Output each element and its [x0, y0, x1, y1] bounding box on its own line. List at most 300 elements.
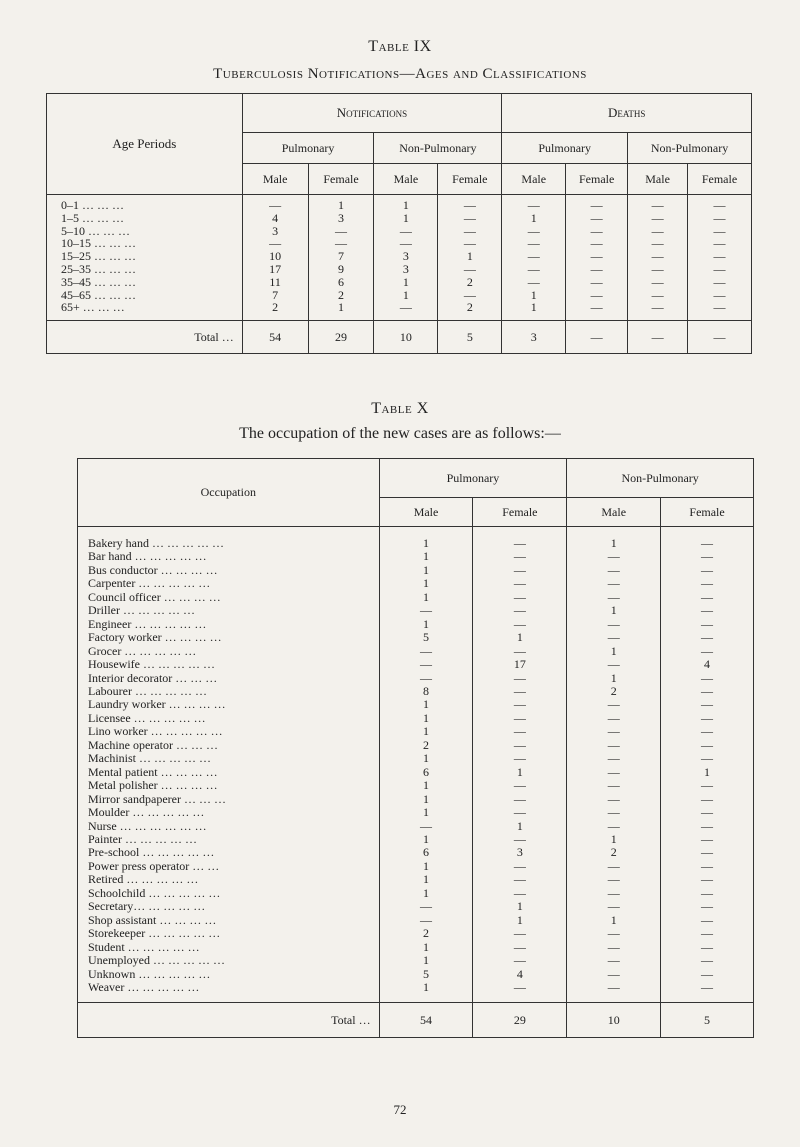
table-cell: —: [473, 954, 567, 967]
table-cell: —: [661, 968, 754, 981]
table-row: [78, 591, 754, 604]
table-cell: —: [473, 887, 567, 900]
table-cell: —: [567, 591, 661, 604]
table-cell: 4: [242, 212, 308, 225]
table-cell: 1: [379, 887, 473, 900]
table-row: [47, 301, 752, 320]
table-cell: —: [661, 941, 754, 954]
row-label: Power press operator … …: [78, 860, 380, 873]
table-cell: —: [688, 276, 752, 289]
total-label: Total …: [47, 321, 243, 354]
table-cell: 1: [473, 631, 567, 644]
table-row: [78, 725, 754, 738]
table-cell: —: [473, 833, 567, 846]
table-cell: —: [688, 225, 752, 238]
deaths-pulmonary-header: Pulmonary: [502, 133, 628, 164]
row-label: Housewife … … … … …: [78, 658, 380, 671]
table-row: [78, 712, 754, 725]
notif-pulmonary-header: Pulmonary: [242, 133, 374, 164]
table-cell: —: [379, 645, 473, 658]
table-cell: —: [502, 237, 566, 250]
table-cell: —: [567, 739, 661, 752]
table-cell: 8: [379, 685, 473, 698]
table-cell: 7: [242, 289, 308, 302]
table-cell: 1: [379, 873, 473, 886]
table-cell: —: [473, 712, 567, 725]
table-x-subtitle: The occupation of the new cases are as follows:—: [239, 425, 561, 442]
table-row: [78, 645, 754, 658]
table-cell: 1: [567, 527, 661, 551]
table-cell: 1: [374, 212, 438, 225]
table-cell: —: [661, 820, 754, 833]
total-cell: 54: [379, 1003, 473, 1038]
table-cell: —: [661, 779, 754, 792]
table-cell: —: [473, 860, 567, 873]
table-cell: —: [628, 263, 688, 276]
table-cell: —: [473, 739, 567, 752]
table-cell: —: [661, 954, 754, 967]
table-cell: —: [661, 914, 754, 927]
table-row: [47, 212, 752, 225]
table-cell: 1: [567, 604, 661, 617]
table-cell: 5: [379, 631, 473, 644]
row-label: Painter … … … … …: [78, 833, 380, 846]
table-cell: —: [502, 195, 566, 212]
table-cell: —: [661, 645, 754, 658]
table-cell: —: [661, 577, 754, 590]
table-cell: —: [242, 237, 308, 250]
table-cell: —: [661, 712, 754, 725]
table-cell: —: [567, 631, 661, 644]
row-label: Storekeeper … … … … …: [78, 927, 380, 940]
total-row: [78, 1003, 754, 1038]
table-row: [78, 833, 754, 846]
table-cell: 1: [308, 195, 374, 212]
row-label: 5–10 … … …: [47, 225, 243, 238]
table-cell: —: [567, 806, 661, 819]
table-cell: 17: [242, 263, 308, 276]
table-cell: —: [473, 793, 567, 806]
row-label: Machinist … … … … …: [78, 752, 380, 765]
table-row: [78, 631, 754, 644]
table-cell: —: [379, 658, 473, 671]
table-cell: —: [473, 604, 567, 617]
table-cell: 1: [567, 833, 661, 846]
table-cell: —: [628, 301, 688, 320]
total-label: Total …: [78, 1003, 380, 1038]
table-cell: 1: [473, 820, 567, 833]
table-cell: —: [661, 550, 754, 563]
table-cell: —: [566, 225, 628, 238]
table-cell: —: [379, 820, 473, 833]
table-cell: 2: [242, 301, 308, 320]
table-row: [78, 739, 754, 752]
table-cell: 1: [567, 672, 661, 685]
table-row: [78, 685, 754, 698]
row-label: Council officer … … … …: [78, 591, 380, 604]
table-cell: —: [473, 645, 567, 658]
table-cell: 1: [379, 833, 473, 846]
row-label: Moulder … … … … …: [78, 806, 380, 819]
table-cell: —: [628, 289, 688, 302]
table-cell: —: [661, 860, 754, 873]
table-cell: —: [661, 527, 754, 551]
table-cell: 2: [379, 739, 473, 752]
table-cell: —: [567, 927, 661, 940]
table-cell: —: [242, 195, 308, 212]
table-cell: —: [308, 237, 374, 250]
table-row: [47, 225, 752, 238]
table-cell: 1: [379, 954, 473, 967]
table-row: [78, 927, 754, 940]
table-row: [78, 604, 754, 617]
notifications-header: Notifications: [242, 94, 502, 133]
row-label: Grocer … … … … …: [78, 645, 380, 658]
row-label: Unknown … … … … …: [78, 968, 380, 981]
table-cell: —: [661, 846, 754, 859]
table-row: [78, 766, 754, 779]
table-cell: —: [567, 873, 661, 886]
table-cell: —: [567, 793, 661, 806]
row-label: Student … … … … …: [78, 941, 380, 954]
table-cell: —: [661, 618, 754, 631]
table-cell: —: [567, 712, 661, 725]
female-header: Female: [438, 164, 502, 195]
tuberculosis-notifications-table: [46, 93, 752, 354]
table-cell: 2: [567, 685, 661, 698]
table-cell: —: [688, 301, 752, 320]
table-cell: 1: [374, 195, 438, 212]
table-cell: 1: [379, 591, 473, 604]
row-label: Factory worker … … … …: [78, 631, 380, 644]
total-cell: 10: [567, 1003, 661, 1038]
table-cell: —: [473, 752, 567, 765]
table-cell: 1: [308, 301, 374, 320]
table-row: [78, 672, 754, 685]
table-cell: 1: [379, 698, 473, 711]
occupation-header: Occupation: [78, 459, 380, 527]
total-cell: —: [566, 321, 628, 354]
table-cell: —: [379, 604, 473, 617]
male-header: Male: [379, 498, 473, 527]
table-cell: —: [688, 250, 752, 263]
row-label: Shop assistant … … … …: [78, 914, 380, 927]
table-cell: —: [661, 873, 754, 886]
table-cell: 1: [379, 860, 473, 873]
row-label: 15–25 … … …: [47, 250, 243, 263]
table-cell: 1: [379, 981, 473, 1003]
table-cell: —: [473, 873, 567, 886]
table-cell: 3: [374, 250, 438, 263]
table-row: [78, 564, 754, 577]
table-cell: 9: [308, 263, 374, 276]
table-row: [78, 968, 754, 981]
table-row: [47, 250, 752, 263]
table-cell: 2: [438, 301, 502, 320]
total-cell: —: [628, 321, 688, 354]
table-cell: 1: [379, 527, 473, 551]
table-row: [78, 820, 754, 833]
row-label: Bus conductor … … … …: [78, 564, 380, 577]
row-label: Weaver … … … … …: [78, 981, 380, 1003]
table-cell: —: [661, 685, 754, 698]
table-cell: 1: [473, 914, 567, 927]
female-header: Female: [688, 164, 752, 195]
table-cell: —: [567, 900, 661, 913]
age-periods-header: Age Periods: [47, 94, 243, 195]
table-cell: —: [473, 564, 567, 577]
table-cell: 1: [379, 779, 473, 792]
table-row: [78, 752, 754, 765]
table-cell: —: [473, 779, 567, 792]
deaths-header: Deaths: [502, 94, 752, 133]
row-label: Bakery hand … … … … …: [78, 527, 380, 551]
table-cell: —: [661, 725, 754, 738]
table-cell: —: [473, 725, 567, 738]
table-cell: —: [567, 981, 661, 1003]
table-cell: 1: [374, 289, 438, 302]
table-cell: —: [566, 195, 628, 212]
table-row: [78, 779, 754, 792]
table-cell: —: [374, 301, 438, 320]
table-cell: —: [688, 195, 752, 212]
table-row: [47, 263, 752, 276]
table-cell: —: [661, 672, 754, 685]
table-row: [78, 954, 754, 967]
row-label: Bar hand … … … … …: [78, 550, 380, 563]
row-label: 0–1 … … …: [47, 195, 243, 212]
table-cell: —: [567, 860, 661, 873]
table-cell: —: [628, 250, 688, 263]
table-row: [78, 618, 754, 631]
row-label: 1–5 … … …: [47, 212, 243, 225]
table-cell: 1: [473, 766, 567, 779]
table-cell: —: [502, 263, 566, 276]
row-label: Labourer … … … … …: [78, 685, 380, 698]
total-cell: 29: [308, 321, 374, 354]
table-cell: —: [438, 237, 502, 250]
table-cell: 3: [473, 846, 567, 859]
table-row: [47, 276, 752, 289]
table-cell: 1: [379, 793, 473, 806]
table-cell: 1: [379, 941, 473, 954]
table-cell: —: [438, 212, 502, 225]
table-cell: —: [661, 900, 754, 913]
table-row: [78, 914, 754, 927]
table-x-title: Table X: [371, 400, 429, 417]
table-cell: —: [661, 564, 754, 577]
female-header: Female: [308, 164, 374, 195]
table-cell: 6: [379, 846, 473, 859]
row-label: Metal polisher … … … …: [78, 779, 380, 792]
table-cell: —: [628, 225, 688, 238]
table-cell: —: [473, 685, 567, 698]
table-cell: 5: [379, 968, 473, 981]
table-row: [78, 860, 754, 873]
table-cell: —: [374, 237, 438, 250]
row-label: Carpenter … … … … …: [78, 577, 380, 590]
table-cell: —: [567, 698, 661, 711]
row-label: 35–45 … … …: [47, 276, 243, 289]
table-cell: —: [308, 225, 374, 238]
female-header: Female: [473, 498, 567, 527]
table-cell: 2: [438, 276, 502, 289]
table-cell: —: [661, 887, 754, 900]
table-cell: 10: [242, 250, 308, 263]
table-cell: —: [688, 263, 752, 276]
table-cell: —: [566, 276, 628, 289]
table-cell: —: [379, 672, 473, 685]
table-cell: —: [661, 739, 754, 752]
table-cell: —: [661, 833, 754, 846]
table-cell: 3: [242, 225, 308, 238]
table-cell: —: [438, 263, 502, 276]
table-cell: 11: [242, 276, 308, 289]
table-cell: 6: [308, 276, 374, 289]
table-cell: 4: [661, 658, 754, 671]
table-cell: 17: [473, 658, 567, 671]
row-label: Unemployed … … … … …: [78, 954, 380, 967]
table-cell: —: [567, 564, 661, 577]
table-cell: —: [473, 550, 567, 563]
table-cell: —: [661, 698, 754, 711]
non-pulmonary-header: Non-Pulmonary: [567, 459, 754, 498]
row-label: 25–35 … … …: [47, 263, 243, 276]
table-cell: 1: [473, 900, 567, 913]
row-label: 10–15 … … …: [47, 237, 243, 250]
table-cell: 1: [379, 618, 473, 631]
table-cell: —: [567, 954, 661, 967]
table-cell: 2: [379, 927, 473, 940]
table-row: [47, 237, 752, 250]
male-header: Male: [242, 164, 308, 195]
table-cell: 1: [502, 212, 566, 225]
table-cell: —: [628, 237, 688, 250]
table-cell: 2: [308, 289, 374, 302]
row-label: Pre-school … … … … …: [78, 846, 380, 859]
deaths-non-pulmonary-header: Non-Pulmonary: [628, 133, 752, 164]
table-cell: —: [502, 276, 566, 289]
table-cell: —: [567, 779, 661, 792]
row-label: Secretary… … … … …: [78, 900, 380, 913]
table-cell: —: [661, 604, 754, 617]
table-row: [47, 195, 752, 212]
table-cell: —: [379, 900, 473, 913]
table-cell: —: [628, 195, 688, 212]
table-cell: 1: [567, 914, 661, 927]
male-header: Male: [628, 164, 688, 195]
table-cell: —: [473, 941, 567, 954]
total-cell: 29: [473, 1003, 567, 1038]
table-cell: —: [566, 289, 628, 302]
table-cell: —: [567, 618, 661, 631]
table-cell: —: [438, 289, 502, 302]
female-header: Female: [661, 498, 754, 527]
table-cell: 1: [379, 806, 473, 819]
occupation-table: [77, 458, 754, 1038]
total-cell: 5: [661, 1003, 754, 1038]
table-row: [78, 793, 754, 806]
table-cell: —: [473, 618, 567, 631]
male-header: Male: [567, 498, 661, 527]
table-cell: —: [566, 212, 628, 225]
table-row: [78, 846, 754, 859]
table-cell: —: [438, 195, 502, 212]
table-cell: 1: [502, 301, 566, 320]
table-cell: —: [661, 752, 754, 765]
table-cell: —: [661, 981, 754, 1003]
total-cell: 5: [438, 321, 502, 354]
table-cell: —: [567, 941, 661, 954]
total-row: [47, 321, 752, 354]
table-row: [78, 873, 754, 886]
table-cell: —: [567, 658, 661, 671]
pulmonary-header: Pulmonary: [379, 459, 567, 498]
table-cell: —: [567, 725, 661, 738]
table-cell: 1: [661, 766, 754, 779]
table-cell: 1: [379, 564, 473, 577]
row-label: Licensee … … … … …: [78, 712, 380, 725]
table-cell: —: [661, 631, 754, 644]
table-cell: —: [628, 212, 688, 225]
page-number: 72: [393, 1102, 407, 1117]
table-cell: —: [473, 806, 567, 819]
table-cell: —: [567, 766, 661, 779]
table-cell: —: [567, 887, 661, 900]
table-cell: —: [379, 914, 473, 927]
table-cell: —: [661, 927, 754, 940]
table-cell: 2: [567, 846, 661, 859]
row-label: Retired … … … … …: [78, 873, 380, 886]
table-cell: —: [374, 225, 438, 238]
total-cell: 3: [502, 321, 566, 354]
table-cell: —: [502, 225, 566, 238]
table-row: [78, 887, 754, 900]
table-row: [78, 527, 754, 551]
row-label: Mirror sandpaperer … … …: [78, 793, 380, 806]
table-cell: —: [661, 806, 754, 819]
table-row: [78, 698, 754, 711]
table-cell: 1: [379, 550, 473, 563]
table-cell: —: [567, 752, 661, 765]
table-cell: —: [688, 212, 752, 225]
row-label: Laundry worker … … … …: [78, 698, 380, 711]
table-cell: —: [473, 698, 567, 711]
table-cell: —: [473, 927, 567, 940]
row-label: 65+ … … …: [47, 301, 243, 320]
table-cell: —: [688, 289, 752, 302]
total-cell: 54: [242, 321, 308, 354]
table-cell: 3: [308, 212, 374, 225]
table-cell: 1: [379, 712, 473, 725]
table-cell: 1: [567, 645, 661, 658]
male-header: Male: [374, 164, 438, 195]
table-row: [78, 900, 754, 913]
table-cell: —: [566, 250, 628, 263]
row-label: Nurse … … … … … …: [78, 820, 380, 833]
table-cell: —: [567, 820, 661, 833]
table-cell: —: [473, 577, 567, 590]
table-cell: —: [688, 237, 752, 250]
table-cell: 1: [502, 289, 566, 302]
row-label: Driller … … … … …: [78, 604, 380, 617]
notif-non-pulmonary-header: Non-Pulmonary: [374, 133, 502, 164]
table-cell: —: [567, 577, 661, 590]
table-cell: —: [628, 276, 688, 289]
table-cell: —: [502, 250, 566, 263]
table-cell: —: [661, 591, 754, 604]
total-cell: —: [688, 321, 752, 354]
